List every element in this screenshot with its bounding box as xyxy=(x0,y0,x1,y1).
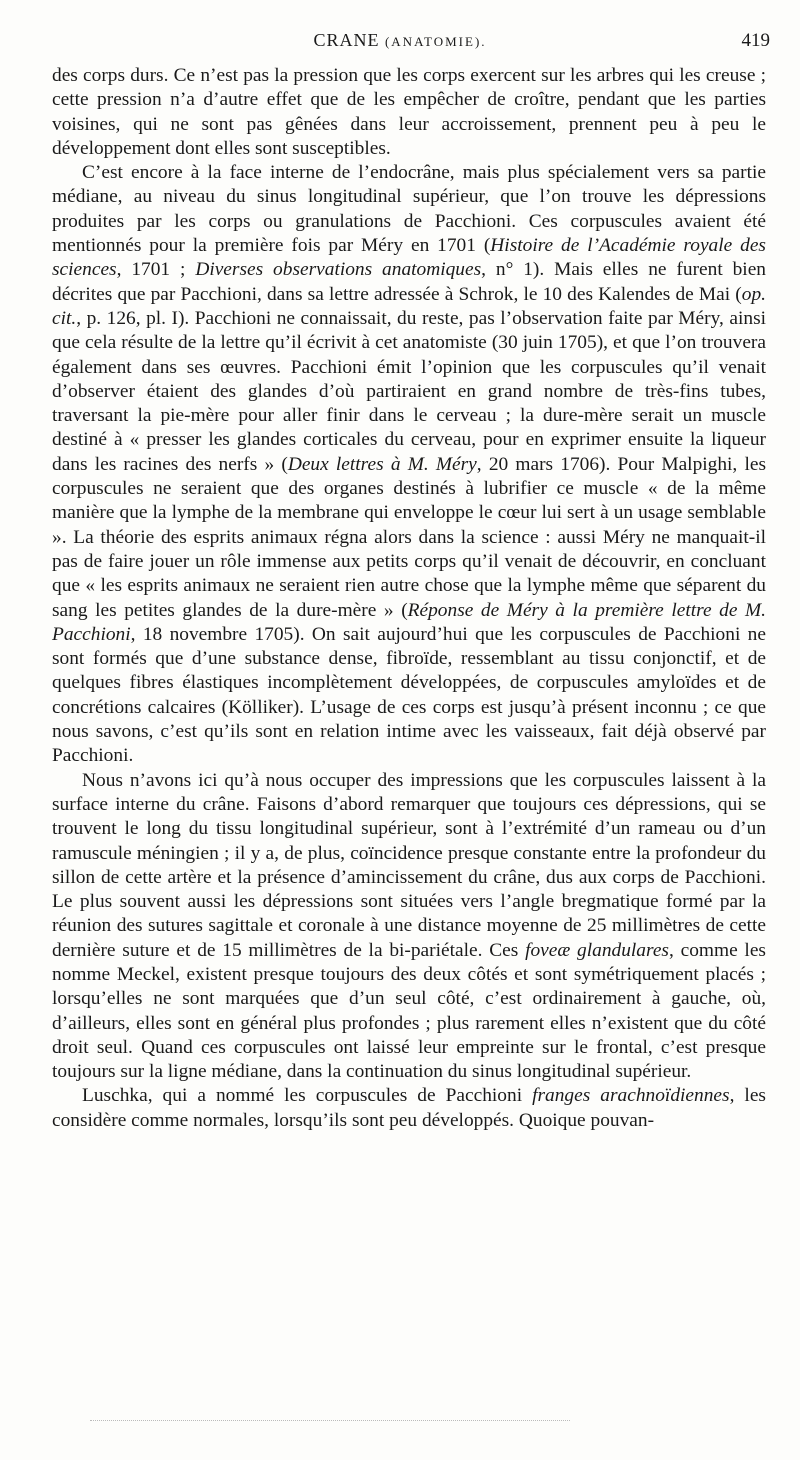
running-title-main: CRANE xyxy=(313,30,380,50)
paragraph: Nous n’avons ici qu’à nous occuper des impressions que les corpuscules laissent à la surface interne du crâne. Faisons d’abord remarquer que toujours ces dépressions, qui se trouvent le long du tissu longitudinal supérieur, sont à l’extrémité d’un rameau ou d’un ramuscule méningien ; il y a, de plus, coïncidence presque constante entre la profondeur du sillon de cette artère et la présence d’amincissement du crâne, dus aux corps de Pacchioni. Le plus souvent aussi les dépressions sont situées vers l’angle bregmatique formé par la réunion des sutures sagittale et coronale à une distance moyenne de 25 millimètres de cette dernière suture et de 15 millimètres de la bi-pariétale. Ces foveæ glandulares, comme les nomme Meckel, existent presque toujours des deux côtés et sont symétriquement placés ; lorsqu’elles ne sont marquées que d’un seul côté, c’est ordinairement à gauche, où, d’ailleurs, elles sont en général plus profondes ; plus rarement elles n’existent que du côté droit seul. Quand ces corpuscules ont laissé leur empreinte sur le frontal, c’est presque toujours sur la ligne médiane, dans la continuation du sinus longitudinal supérieur. xyxy=(52,769,766,1083)
body-text xyxy=(52,64,766,1133)
running-head xyxy=(0,30,800,58)
running-title xyxy=(0,30,800,51)
running-title-subtitle: (ANATOMIE). xyxy=(384,34,487,49)
paragraph: C’est encore à la face interne de l’endocrâne, mais plus spécialement vers sa partie médiane, au niveau du sinus longitudinal supérieur, que l’on trouve les dépressions produites par les corps ou granulations de Pacchioni. Ces corpuscules avaient été mentionnés pour la première fois par Méry en 1701 (Histoire de l’Académie royale des sciences, 1701 ; Diverses observations anatomiques, n° 1). Mais elles ne furent bien décrites que par Pacchioni, dans sa lettre adressée à Schrok, le 10 des Kalendes de Mai (op. cit., p. 126, pl. I). Pacchioni ne connaissait, du reste, pas l’observation faite par Méry, ainsi que cela résulte de la lettre qu’il écrivit à cet anatomiste (30 juin 1705), et que l’on trouvera également dans ses œuvres. Pacchioni émit l’opinion que les corpuscules qu’il venait d’observer étaient des glandes d’où partiraient en grand nombre de très-fins tubes, traversant la pie-mère pour aller finir dans le cerveau ; la dure-mère serait un muscle destiné à « presser les glandes corticales du cerveau, pour en exprimer ensuite la liqueur dans les racines des nerfs » (Deux lettres à M. Méry, 20 mars 1706). Pour Malpighi, les corpuscules ne seraient que des organes destinés à lubrifier ce muscle « de la même manière que la lymphe de la membrane qui enveloppe le cœur lui sert à un usage semblable ». La théorie des esprits animaux régna alors dans la science : aussi Méry ne manquait-il pas de faire jouer un rôle immense aux petits corps qu’il venait de découvrir, en concluant que « les esprits animaux ne seraient rien autre chose que la lymphe même que séparent du sang les petites glandes de la dure-mère » (Réponse de Méry à la première lettre de M. Pacchioni, 18 novembre 1705). On sait aujourd’hui que les corpuscules de Pacchioni ne sont formés que d’une substance dense, fibroïde, ressemblant au tissu conjonctif, et de quelques fibres élastiques incomplètement développées, de corpuscules amyloïdes et de concrétions calcaires (Kölliker). L’usage de ces corps est jusqu’à présent inconnu ; ce que nous savons, c’est qu’ils sont en relation intime avec les vaisseaux, fait déjà observé par Pacchioni. xyxy=(52,162,766,767)
page-number: 419 xyxy=(741,30,770,51)
paragraph: Luschka, qui a nommé les corpuscules de Pacchioni franges arachnoïdiennes, les considère comme normales, lorsqu’ils sont peu développés. Quoique pouvan- xyxy=(52,1085,766,1131)
scan-artifact-line xyxy=(90,1420,570,1425)
paragraph: des corps durs. Ce n’est pas la pression que les corps exercent sur les arbres qui les creuse ; cette pression n’a d’autre effet que de les empêcher de croître, pendant que les parties voisines, qui ne sont pas gênées dans leur accroissement, prennent peu à peu le développement dont elles sont susceptibles. xyxy=(52,65,766,159)
